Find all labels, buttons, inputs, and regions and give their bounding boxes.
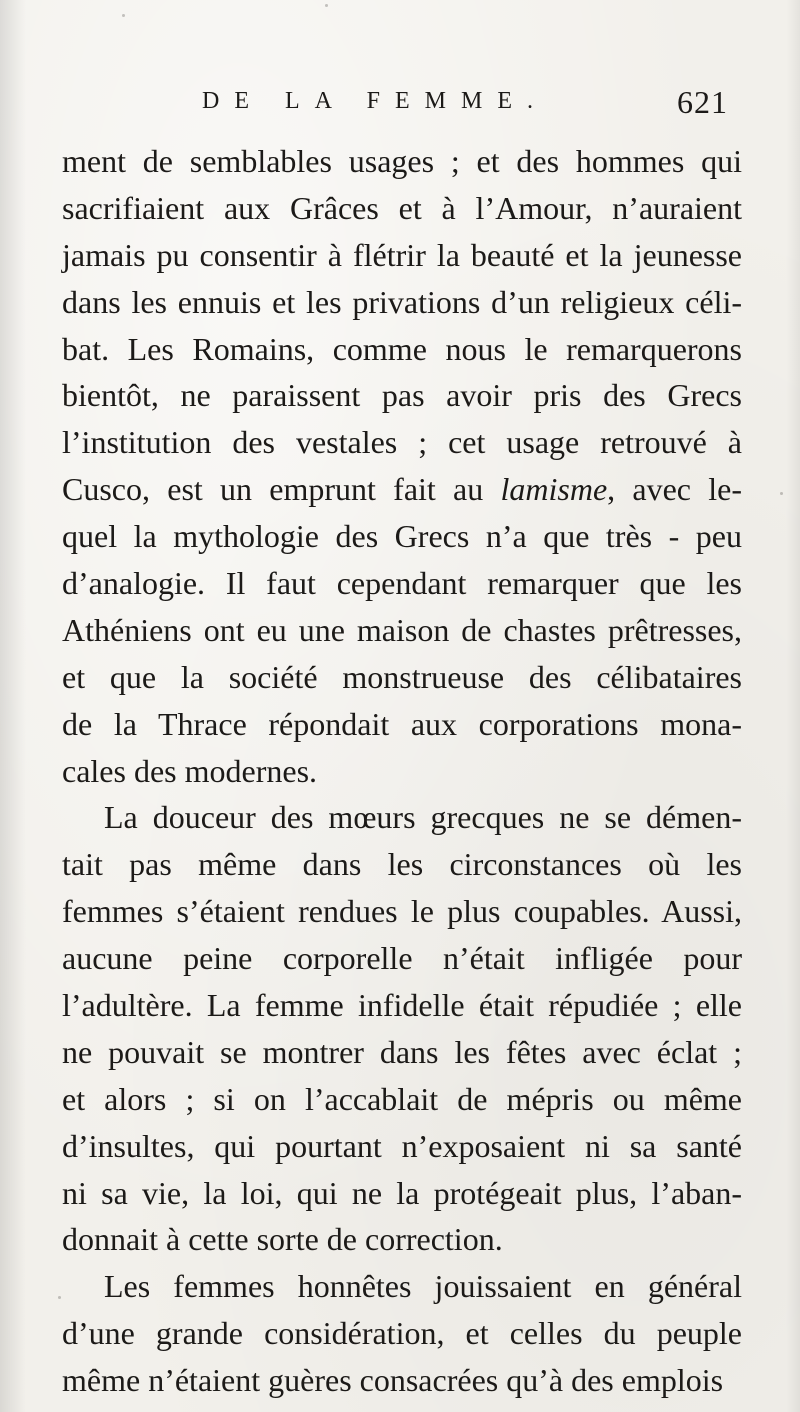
text-line: d’analogie. Il faut cependant remarquer que les	[62, 565, 742, 602]
text-line: Les femmes honnêtes jouissaient en général	[104, 1268, 742, 1305]
text-line: l’adultère. La femme infidelle était répudiée ; elle	[62, 987, 742, 1024]
text-line: et alors ; si on l’accablait de mépris ou même	[62, 1080, 742, 1117]
text-line: donnait à cette sorte de correction.	[62, 1221, 503, 1258]
text-line: Athéniens ont eu une maison de chastes prêtresses,	[62, 611, 742, 648]
text-line: cales des modernes.	[62, 752, 318, 789]
text-line: ni sa vie, la loi, qui ne la protégeait plus, l’aban-	[62, 1174, 742, 1211]
text-line: femmes s’étaient rendues le plus coupables. Aussi,	[62, 893, 742, 930]
text-line: et que la société monstrueuse des célibataires	[62, 658, 742, 695]
text-line: La douceur des mœurs grecques ne se démen-	[104, 799, 742, 836]
italic-word: lamisme	[500, 471, 608, 508]
text-line: quel la mythologie des Grecs n’a que très - peu	[62, 518, 742, 555]
body-text	[62, 138, 742, 1404]
text-line: bat. Les Romains, comme nous le remarquerons	[62, 330, 742, 367]
text-line: jamais pu consentir à flétrir la beauté et la jeunesse	[62, 236, 742, 273]
text-line: même n’étaient guères consacrées qu’à des emplois	[62, 1362, 724, 1399]
text-line: ment de semblables usages ; et des hommes qui	[62, 143, 742, 179]
paper-speck	[58, 1296, 61, 1299]
text-line: d’une grande considération, et celles du peuple	[62, 1315, 742, 1352]
paper-speck	[780, 492, 783, 495]
text-line: tait pas même dans les circonstances où les	[62, 846, 742, 883]
text-line: ne pouvait se montrer dans les fêtes avec éclat ;	[62, 1033, 742, 1070]
paragraph	[62, 1263, 742, 1404]
paper-speck	[325, 4, 328, 7]
paragraph	[62, 138, 742, 794]
paper-speck	[122, 14, 125, 17]
page-number: 621	[677, 84, 728, 120]
running-title: DE LA FEMME.	[202, 88, 549, 114]
text-line: sacrifiaient aux Grâces et à l’Amour, n’auraient	[62, 189, 742, 226]
running-head	[60, 84, 728, 124]
text-line: Cusco, est un emprunt fait au lamisme, avec le-	[62, 471, 743, 508]
paragraph	[62, 794, 742, 1263]
text-line: aucune peine corporelle n’était infligée pour	[62, 940, 742, 977]
text-line: de la Thrace répondait aux corporations mona-	[62, 705, 742, 742]
text-line: bientôt, ne paraissent pas avoir pris des Grecs	[62, 377, 742, 414]
text-line: dans les ennuis et les privations d’un religieux céli-	[62, 283, 742, 320]
text-line: l’institution des vestales ; cet usage retrouvé à	[62, 424, 742, 461]
text-line: d’insultes, qui pourtant n’exposaient ni sa santé	[62, 1127, 742, 1164]
